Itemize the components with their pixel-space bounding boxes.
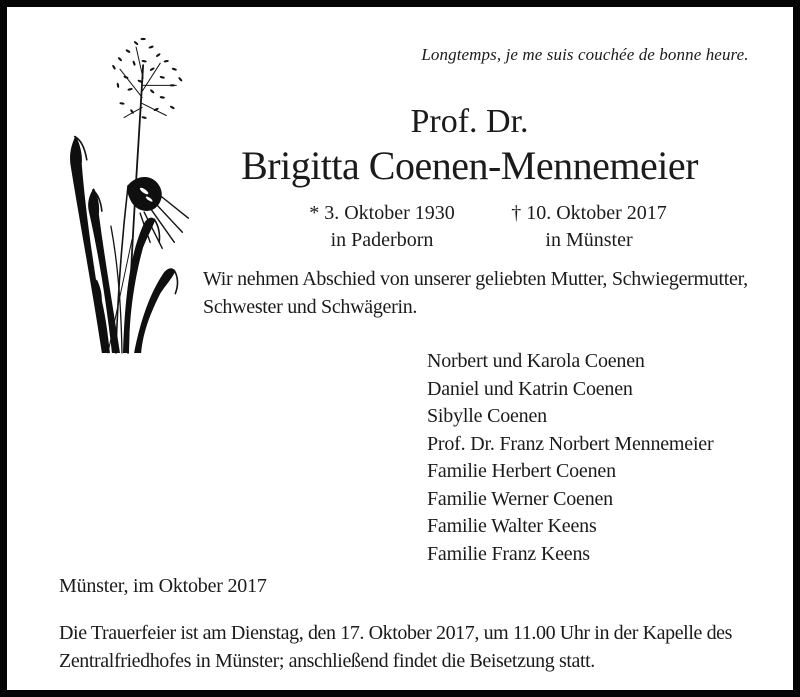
funeral-line: Die Trauerfeier ist am Dienstag, den 17. Oktober 2017, um 11.00 Uhr in der Kapelle des	[59, 622, 733, 644]
notice-place-date: Münster, im Oktober 2017	[59, 575, 267, 597]
mourner-name: Familie Walter Keens	[427, 515, 597, 537]
deceased-name: Brigitta Coenen-Mennemeier	[241, 143, 698, 188]
mourner-name: Prof. Dr. Franz Norbert Mennemeier	[427, 432, 714, 455]
title-block	[202, 101, 737, 189]
mourner-name: Daniel und Katrin Coenen	[427, 377, 633, 400]
grass-illustration	[47, 33, 199, 355]
died-symbol: †	[511, 202, 522, 224]
mourner-name: Familie Herbert Coenen	[427, 460, 616, 482]
death-place: in Münster	[545, 229, 633, 251]
memorial-quote: Longtemps, je me suis couchée de bonne heure.	[421, 45, 749, 64]
farewell-line: Schwester und Schwägerin.	[203, 296, 418, 318]
farewell-line: Wir nehmen Abschied von unserer geliebten Mutter, Schwiegermutter,	[203, 268, 748, 290]
death-info	[489, 200, 689, 254]
mourner-name: Familie Franz Keens	[427, 542, 590, 565]
farewell-text	[203, 265, 748, 321]
birth-date-line	[282, 200, 482, 227]
funeral-line: Zentralfriedhofes in Münster; anschließend findet die Beisetzung statt.	[59, 650, 595, 672]
death-date-line	[489, 200, 689, 227]
born-symbol: *	[309, 202, 320, 224]
funeral-details	[59, 619, 732, 675]
mourners-list	[427, 348, 713, 568]
mourner-name: Sibylle Coenen	[427, 405, 547, 427]
death-date: 10. Oktober 2017	[526, 202, 667, 224]
birth-place: in Paderborn	[330, 229, 434, 251]
birth-date: 3. Oktober 1930	[324, 202, 455, 224]
title-prefix: Prof. Dr.	[410, 103, 529, 140]
mourner-name: Familie Werner Coenen	[427, 487, 613, 510]
birth-info	[282, 200, 482, 254]
mourner-name: Norbert und Karola Coenen	[427, 350, 645, 372]
